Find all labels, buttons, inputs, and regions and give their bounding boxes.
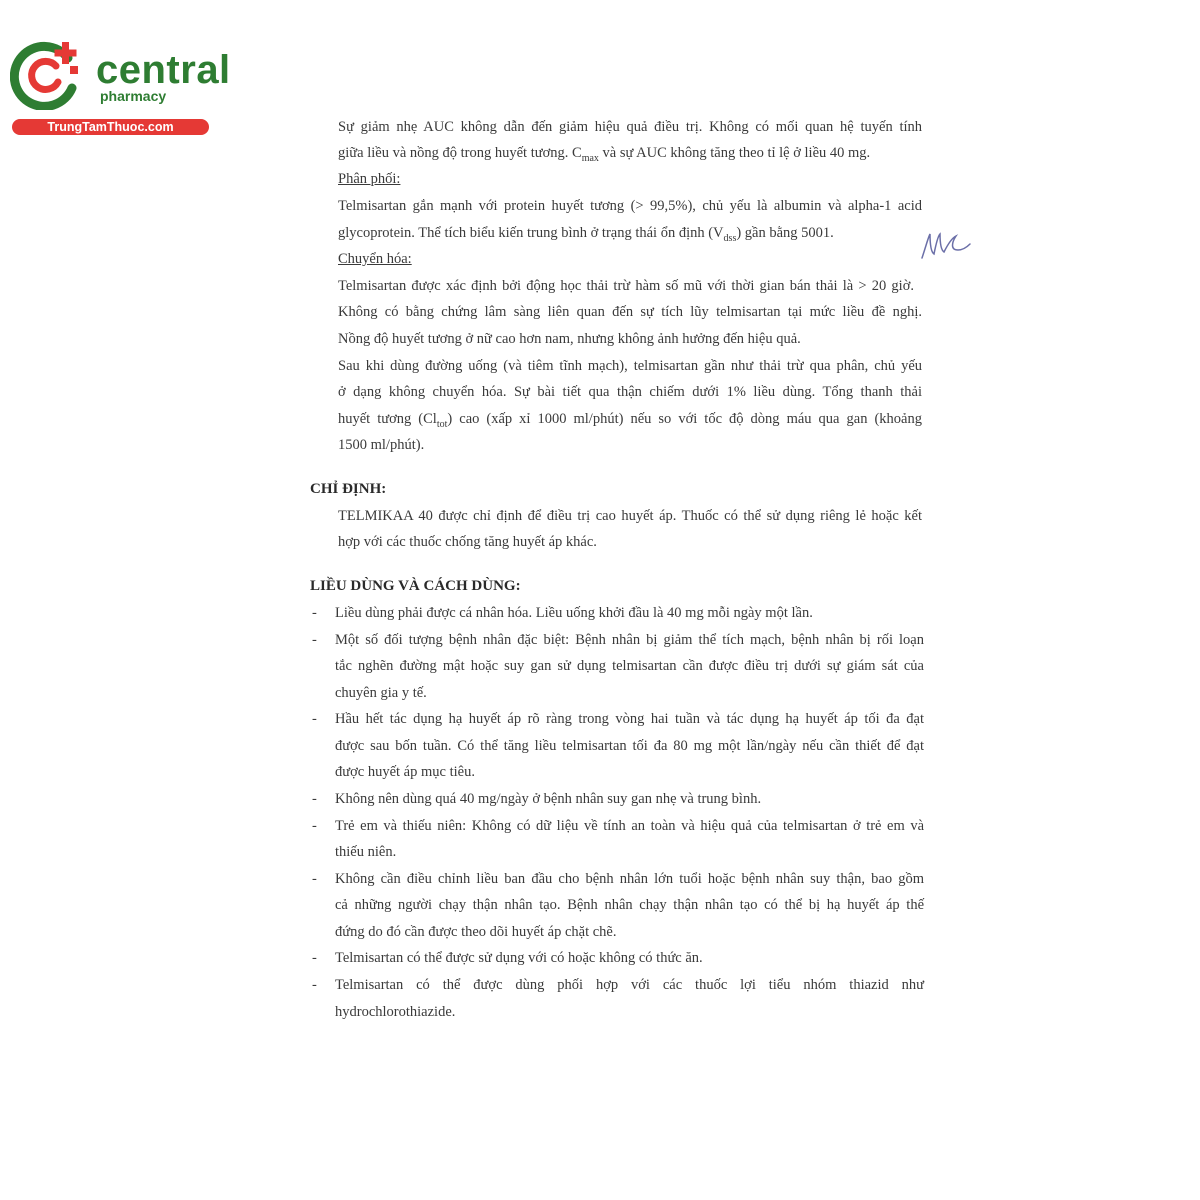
indications-line-1: TELMIKAA 40 được chỉ định để điều trị cao huyết áp. Thuốc có thể sử dụng riêng lẻ hoặc kết xyxy=(338,508,922,524)
dosage-bullet-4: - xyxy=(312,791,317,807)
dosage-item-4-line-1: Không nên dùng quá 40 mg/ngày ở bệnh nhân suy gan nhẹ và trung bình. xyxy=(335,791,762,807)
dosage-bullet-1: - xyxy=(312,605,317,621)
dosage-item-2-line-1: Một số đối tượng bệnh nhân đặc biệt: Bệnh nhân bị giảm thể tích mạch, bệnh nhân bị rối loạn xyxy=(335,632,924,648)
metabolism-line-4: Sau khi dùng đường uống (và tiêm tĩnh mạch), telmisartan gần như thải trừ qua phân, chủ yếu xyxy=(338,358,922,374)
metabolism-line-2: Không có bằng chứng lâm sàng liên quan đến sự tích lũy telmisartan tại mức liều đề nghị. xyxy=(338,304,922,320)
dosage-item-1-line-1: Liều dùng phải được cá nhân hóa. Liều uống khởi đầu là 40 mg mỗi ngày một lần. xyxy=(335,605,813,621)
distribution-line-1: Telmisartan gắn mạnh với protein huyết tương (> 99,5%), chủ yếu là albumin và alpha-1 acid xyxy=(338,198,922,214)
dosage-item-2-line-2: tắc nghẽn đường mật hoặc suy gan sử dụng telmisartan cần được điều trị dưới sự giám sát của xyxy=(335,658,924,674)
dosage-item-5-line-1: Trẻ em và thiếu niên: Không có dữ liệu về tính an toàn và hiệu quả của telmisartan ở trẻ em và xyxy=(335,818,924,834)
dosage-bullet-8: - xyxy=(312,977,317,993)
metabolism-line-3: Nồng độ huyết tương ở nữ cao hơn nam, nhưng không ảnh hưởng đến hiệu quả. xyxy=(338,331,801,347)
dosage-bullet-3: - xyxy=(312,711,317,727)
dosage-item-8-line-2: hydrochlorothiazide. xyxy=(335,1004,456,1020)
dosage-item-2-line-3: chuyên gia y tế. xyxy=(335,685,427,701)
dosage-bullet-7: - xyxy=(312,950,317,966)
dosage-item-3-line-1: Hầu hết tác dụng hạ huyết áp rõ ràng trong vòng hai tuần và tác dụng hạ huyết áp tối đa đạt xyxy=(335,711,924,727)
dosage-item-8-line-1: Telmisartan có thể được dùng phối hợp với các thuốc lợi tiểu nhóm thiazid như xyxy=(335,977,924,993)
distribution-line-2: glycoprotein. Thể tích biểu kiến trung bình ở trạng thái ổn định $(V_{dss})$ gần bằng 5001. xyxy=(338,225,834,244)
dosage-item-6-line-2: cả những người chạy thận nhân tạo. Bệnh nhân chạy thận nhân tạo có thể bị hạ huyết áp thế xyxy=(335,897,924,913)
dosage-heading: LIỀU DÙNG VÀ CÁCH DÙNG: xyxy=(310,578,521,594)
indications-heading: CHỈ ĐỊNH: xyxy=(310,481,387,497)
pk-intro-line-2: giữa liều và nồng độ trong huyết tương. $C_{max}$ và sự AUC không tăng theo tỉ lệ ở liều 40 mg. xyxy=(338,145,871,164)
indications-line-2: hợp với các thuốc chống tăng huyết áp khác. xyxy=(338,534,597,550)
dosage-item-7-line-1: Telmisartan có thể được sử dụng với có hoặc không có thức ăn. xyxy=(335,950,703,966)
metabolism-title: Chuyển hóa: xyxy=(338,251,412,267)
dosage-item-6-line-1: Không cần điều chỉnh liều ban đầu cho bệnh nhân lớn tuổi hoặc bệnh nhân suy thận, bao gồm xyxy=(335,871,924,887)
logo-website-bar: TrungTamThuoc.com xyxy=(12,119,209,135)
dosage-item-3-line-3: được huyết áp mục tiêu. xyxy=(335,764,475,780)
signature-mark xyxy=(918,224,974,266)
dosage-bullet-2: - xyxy=(312,632,317,648)
dosage-item-5-line-2: thiếu niên. xyxy=(335,844,397,860)
dosage-bullet-6: - xyxy=(312,871,317,887)
logo-subtitle-text: pharmacy xyxy=(100,88,167,104)
logo-brand-text: central xyxy=(96,48,231,92)
distribution-title: Phân phối: xyxy=(338,171,401,187)
metabolism-line-1: Telmisartan được xác định bởi động học thải trừ hàm số mũ với thời gian bán thải là > 20 giờ. xyxy=(338,278,914,294)
metabolism-line-7: 1500 ml/phút). xyxy=(338,437,425,453)
metabolism-line-6: huyết tương $(Cl_{tot})$ cao (xấp xỉ 1000 ml/phút) nếu so với tốc độ dòng máu qua gan (khoảng xyxy=(338,411,922,430)
dosage-item-6-line-3: đứng do đó cần được theo dõi huyết áp chặt chẽ. xyxy=(335,924,617,940)
pk-intro-line-1: Sự giảm nhẹ AUC không dẫn đến giảm hiệu quả điều trị. Không có mối quan hệ tuyến tính xyxy=(338,119,922,135)
dosage-item-3-line-2: được sau bốn tuần. Có thể tăng liều telmisartan tối đa 80 mg một lần/ngày nếu cần thiết để đạt xyxy=(335,738,924,754)
metabolism-line-5: ở dạng không chuyển hóa. Sự bài tiết qua thận chiếm dưới 1% liều dùng. Tổng thanh thải xyxy=(338,384,922,400)
dosage-bullet-5: - xyxy=(312,818,317,834)
